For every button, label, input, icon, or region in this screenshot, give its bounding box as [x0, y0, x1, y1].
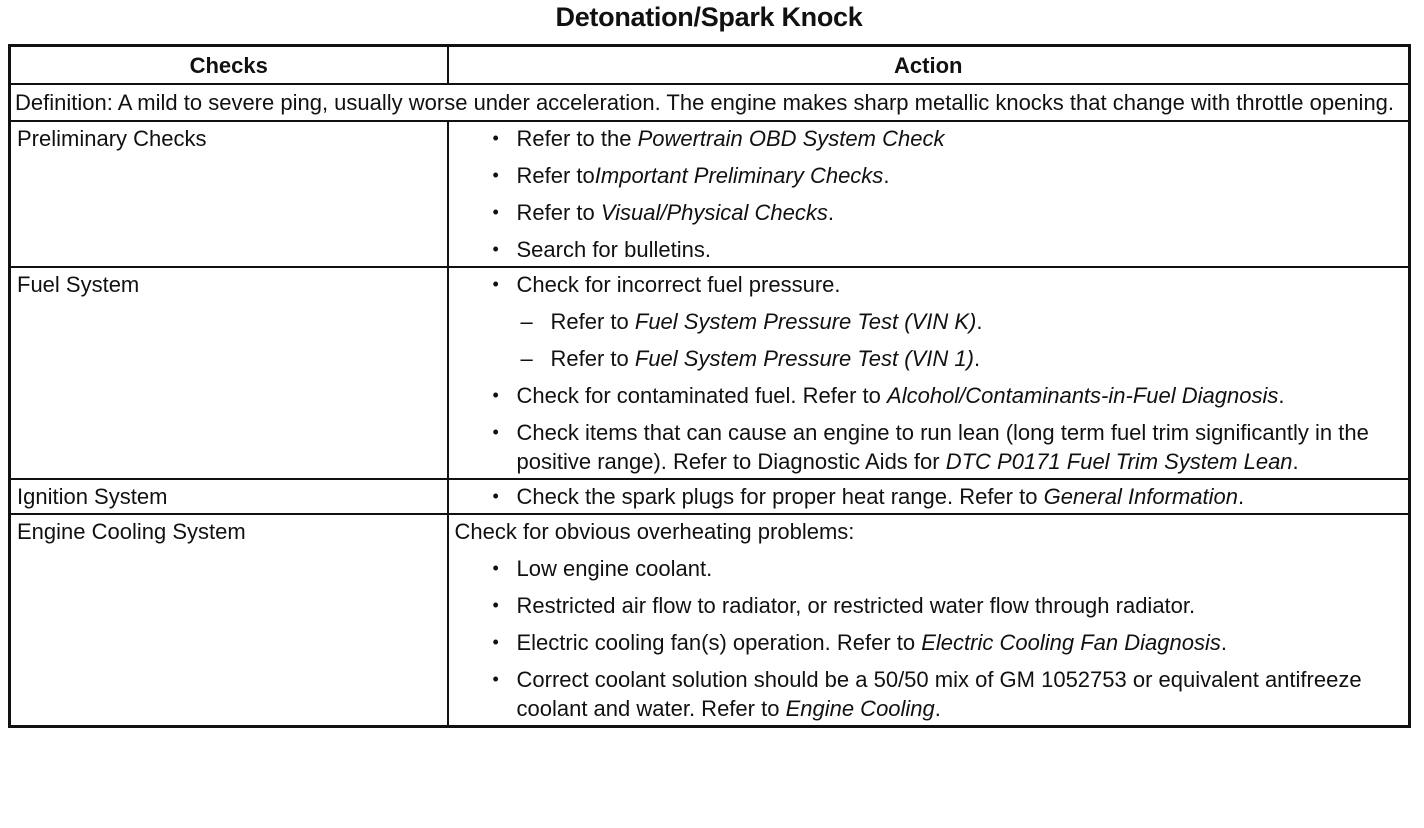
action-item: • Refer to Visual/Physical Checks.: [492, 200, 835, 225]
table-row: [10, 121, 1410, 267]
bullet-icon: •: [492, 422, 499, 442]
table-row: [10, 514, 1410, 727]
check-name: Engine Cooling System: [10, 514, 448, 727]
definition-text: Definition: A mild to severe ping, usually worse under acceleration. The engine makes sharp metallic knocks that change with throttle opening.: [10, 84, 1410, 121]
dash-icon: –: [520, 309, 533, 334]
action-item: • Correct coolant solution should be a 50/50 mix of GM 1052753 or equivalent antifreeze coolant and water. Refer to Engine Cooling.: [492, 667, 1362, 721]
page-title: Detonation/Spark Knock: [555, 2, 863, 32]
bullet-icon: •: [492, 165, 499, 185]
table-row: [10, 267, 1410, 479]
action-subitem: – Refer to Fuel System Pressure Test (VIN K).: [520, 309, 983, 334]
dash-icon: –: [520, 346, 533, 371]
check-name: Preliminary Checks: [10, 121, 448, 267]
bullet-icon: •: [492, 486, 499, 506]
diagnostic-table: [8, 44, 1411, 728]
action-item: • Check for incorrect fuel pressure.: [492, 272, 841, 297]
definition-row: [10, 84, 1410, 121]
bullet-icon: •: [492, 595, 499, 615]
action-intro: Check for obvious overheating problems:: [454, 519, 855, 544]
check-name: Ignition System: [10, 479, 448, 514]
bullet-icon: •: [492, 669, 499, 689]
column-header-checks: Checks: [10, 46, 448, 85]
action-item: • Restricted air flow to radiator, or restricted water flow through radiator.: [492, 593, 1196, 618]
action-cell: [448, 121, 1410, 267]
action-item: • Check for contaminated fuel. Refer to Alcohol/Contaminants-in-Fuel Diagnosis.: [492, 383, 1285, 408]
bullet-icon: •: [492, 632, 499, 652]
bullet-icon: •: [492, 202, 499, 222]
bullet-icon: •: [492, 239, 499, 259]
action-item: • Low engine coolant.: [492, 556, 713, 581]
bullet-icon: •: [492, 274, 499, 294]
bullet-icon: •: [492, 558, 499, 578]
check-name: Fuel System: [10, 267, 448, 479]
action-item: • Check the spark plugs for proper heat range. Refer to General Information.: [492, 484, 1245, 509]
action-cell: [448, 514, 1410, 727]
action-subitem: – Refer to Fuel System Pressure Test (VIN 1).: [520, 346, 981, 371]
bullet-icon: •: [492, 128, 499, 148]
action-item: • Refer to the Powertrain OBD System Check: [492, 126, 945, 151]
bullet-icon: •: [492, 385, 499, 405]
table-header-row: [10, 46, 1410, 85]
action-item: • Electric cooling fan(s) operation. Refer to Electric Cooling Fan Diagnosis.: [492, 630, 1227, 655]
action-cell: [448, 267, 1410, 479]
table-row: [10, 479, 1410, 514]
action-item: • Search for bulletins.: [492, 237, 711, 262]
column-header-action: Action: [448, 46, 1410, 85]
action-cell: [448, 479, 1410, 514]
action-item: • Refer toImportant Preliminary Checks.: [492, 163, 890, 188]
action-item: • Check items that can cause an engine to run lean (long term fuel trim significantly in the positive range). Refer to Diagnostic Aids for DTC P0171 Fuel Trim System Lean.: [492, 420, 1369, 474]
